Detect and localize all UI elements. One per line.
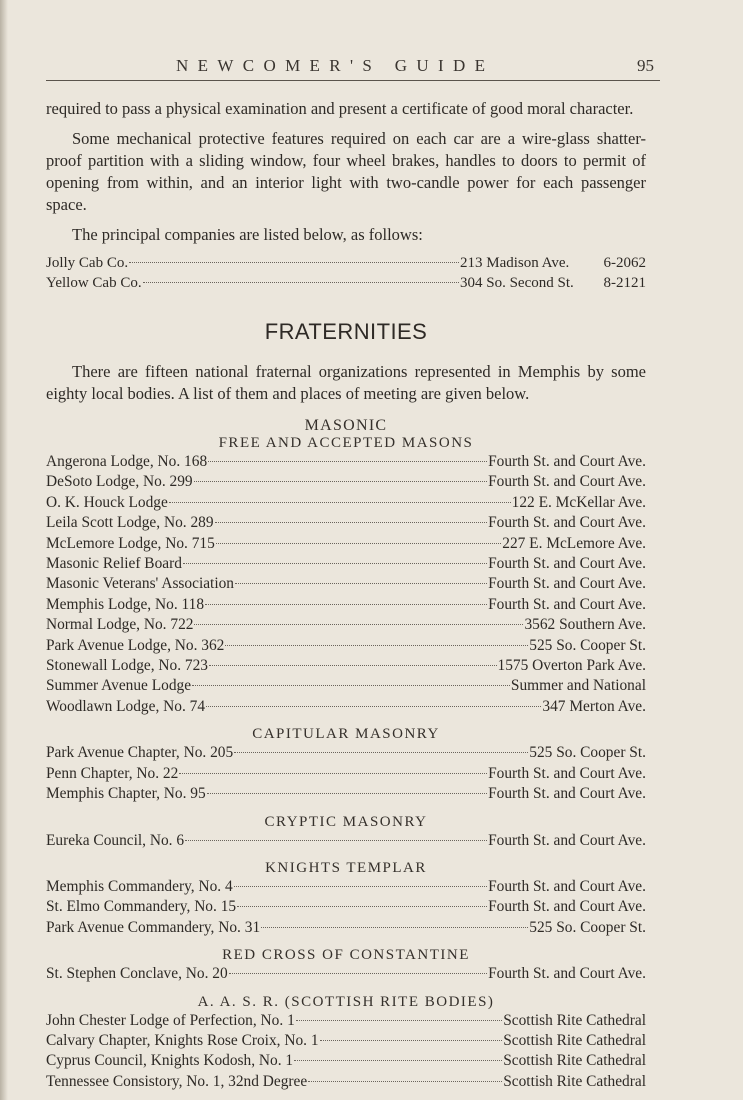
dot-leader: [320, 1040, 503, 1041]
paragraph-continued: required to pass a physical examination and present a certificate of good moral character.: [46, 99, 634, 118]
company-phone: 6-2062: [603, 255, 646, 271]
list-item: [46, 918, 646, 938]
lodge-name: Calvary Chapter, Knights Rose Croix, No. 1: [46, 1031, 319, 1049]
taxi-company-list: [46, 253, 646, 293]
company-address: 304 So. Second St.: [460, 275, 574, 291]
lodge-name: Leila Scott Lodge, No. 289: [46, 514, 214, 532]
masonic-heading: MASONIC: [304, 417, 388, 434]
lodge-name: Stonewall Lodge, No. 723: [46, 657, 209, 675]
fraternities-intro: There are fifteen national fraternal organizations represented in Memphis by some eighty local bodies. A list of them and places of meeting are given below.: [46, 362, 646, 403]
list-item: [46, 574, 646, 594]
meeting-place: Fourth St. and Court Ave.: [488, 965, 646, 983]
meeting-place: Fourth St. and Court Ave.: [488, 575, 646, 593]
list-item: [46, 273, 646, 293]
lodge-name: St. Stephen Conclave, No. 20: [46, 965, 228, 983]
group-heading: FREE AND ACCEPTED MASONS: [218, 435, 474, 451]
group-heading: A. A. S. R. (SCOTTISH RITE BODIES): [197, 993, 495, 1010]
page-content: [46, 98, 646, 1092]
meeting-place: Scottish Rite Cathedral: [503, 1011, 646, 1029]
dot-leader: [296, 1020, 502, 1021]
lodge-name: Memphis Commandery, No. 4: [46, 877, 233, 895]
meeting-place: 525 So. Cooper St.: [529, 744, 646, 762]
list-item: [46, 831, 646, 851]
list-item: [46, 636, 646, 656]
company-address: 213 Madison Ave.: [460, 255, 570, 271]
dot-leader: [261, 927, 528, 928]
list-item: [46, 743, 646, 763]
list-item: [46, 595, 646, 615]
list-item: [46, 452, 646, 472]
lodge-name: Eureka Council, No. 6: [46, 831, 185, 849]
group-heading: CAPITULAR MASONRY: [252, 726, 440, 743]
dot-leader: [229, 973, 487, 974]
lodge-name: Park Avenue Chapter, No. 205: [46, 744, 234, 762]
list-item: [46, 697, 646, 717]
dot-leader: [235, 583, 487, 584]
list-item: [46, 897, 646, 917]
list-item: [46, 534, 646, 554]
meeting-place: 3562 Southern Ave.: [524, 616, 646, 634]
list-item: [46, 1011, 646, 1031]
meeting-place: 227 E. McLemore Ave.: [502, 534, 646, 552]
list-item: [46, 472, 646, 492]
meeting-place: Scottish Rite Cathedral: [503, 1031, 646, 1049]
group-heading: RED CROSS OF CONSTANTINE: [222, 947, 470, 964]
meeting-place: 122 E. McKellar Ave.: [511, 493, 646, 511]
lodge-name: Tennessee Consistory, No. 1, 32nd Degree: [46, 1072, 308, 1090]
meeting-place: Fourth St. and Court Ave.: [488, 555, 646, 573]
dot-leader: [169, 502, 511, 503]
dot-leader: [216, 543, 501, 544]
meeting-place: Fourth St. and Court Ave.: [488, 764, 646, 782]
meeting-place: Fourth St. and Court Ave.: [488, 877, 646, 895]
dot-leader: [194, 481, 487, 482]
lodge-name: O. K. Houck Lodge: [46, 493, 168, 511]
group-heading: CRYPTIC MASONRY: [264, 813, 428, 830]
list-item: [46, 615, 646, 635]
dot-leader: [234, 752, 528, 753]
dot-leader: [183, 563, 487, 564]
list-item: [46, 1072, 646, 1092]
lodge-name: Park Avenue Commandery, No. 31: [46, 918, 261, 936]
dot-leader: [194, 624, 523, 625]
dot-leader: [208, 461, 487, 462]
page-number: 95: [637, 56, 654, 75]
meeting-place: Summer and National: [510, 677, 646, 695]
running-title: NEWCOMER'S GUIDE: [176, 56, 495, 75]
lodge-name: Memphis Chapter, No. 95: [46, 785, 206, 803]
list-item: [46, 1031, 646, 1051]
meeting-place: Fourth St. and Court Ave.: [488, 514, 646, 532]
list-item: [46, 877, 646, 897]
company-phone: 8-2121: [603, 275, 646, 291]
dot-leader: [237, 906, 487, 907]
company-name: Jolly Cab Co.: [46, 255, 129, 271]
dot-leader: [294, 1060, 502, 1061]
dot-leader: [207, 793, 487, 794]
lodge-name: St. Elmo Commandery, No. 15: [46, 898, 237, 916]
section-title: FRATERNITIES: [264, 319, 428, 344]
list-item: [46, 513, 646, 533]
lodge-name: Cyprus Council, Knights Kodosh, No. 1: [46, 1052, 294, 1070]
lodge-name: Park Avenue Lodge, No. 362: [46, 636, 225, 654]
meeting-place: Fourth St. and Court Ave.: [488, 453, 646, 470]
dot-leader: [179, 773, 487, 774]
meeting-place: Scottish Rite Cathedral: [503, 1072, 646, 1090]
running-header: [46, 56, 660, 80]
lodge-name: DeSoto Lodge, No. 299: [46, 473, 193, 491]
lodge-name: Masonic Veterans' Association: [46, 575, 235, 593]
meeting-place: 525 So. Cooper St.: [529, 636, 646, 654]
dot-leader: [192, 685, 510, 686]
page-edge-shadow: [0, 0, 8, 1100]
meeting-place: 347 Merton Ave.: [542, 697, 646, 715]
dot-leader: [185, 840, 487, 841]
meeting-place: Fourth St. and Court Ave.: [488, 785, 646, 803]
meeting-place: Scottish Rite Cathedral: [503, 1052, 646, 1070]
lodge-name: Summer Avenue Lodge: [46, 677, 192, 695]
dot-leader: [225, 645, 528, 646]
dot-leader: [206, 706, 541, 707]
meeting-place: Fourth St. and Court Ave.: [488, 473, 646, 491]
lodge-name: Normal Lodge, No. 722: [46, 616, 194, 634]
lodge-directory: [46, 435, 646, 1092]
list-item: [46, 964, 646, 984]
header-rule: [46, 80, 660, 81]
list-item: [46, 764, 646, 784]
meeting-place: 525 So. Cooper St.: [529, 918, 646, 936]
list-item: [46, 1051, 646, 1071]
lodge-name: Angerona Lodge, No. 168: [46, 453, 208, 470]
list-item: [46, 656, 646, 676]
list-item: [46, 493, 646, 513]
lodge-name: Memphis Lodge, No. 118: [46, 595, 205, 613]
dot-leader: [143, 282, 459, 283]
meeting-place: Fourth St. and Court Ave.: [488, 595, 646, 613]
lodge-name: Penn Chapter, No. 22: [46, 764, 179, 782]
paragraph-safety-features: Some mechanical protective features required on each car are a wire-glass shatter-proof partition with a sliding window, four wheel brakes, handles to doors to permit of opening from within, and an interior light with two-candle power for each passenger space.: [46, 129, 646, 214]
dot-leader: [209, 665, 497, 666]
lodge-name: McLemore Lodge, No. 715: [46, 534, 215, 552]
group-heading: KNIGHTS TEMPLAR: [265, 859, 427, 876]
list-item: [46, 784, 646, 804]
dot-leader: [205, 604, 487, 605]
dot-leader: [308, 1081, 502, 1082]
list-item: [46, 253, 646, 273]
meeting-place: Fourth St. and Court Ave.: [488, 898, 646, 916]
lodge-name: Woodlawn Lodge, No. 74: [46, 697, 206, 715]
list-item: [46, 554, 646, 574]
meeting-place: 1575 Overton Park Ave.: [497, 657, 646, 675]
dot-leader: [215, 522, 488, 523]
list-item: [46, 676, 646, 696]
lodge-name: John Chester Lodge of Perfection, No. 1: [46, 1011, 295, 1029]
dot-leader: [129, 262, 459, 263]
company-name: Yellow Cab Co.: [46, 275, 142, 291]
lodge-name: Masonic Relief Board: [46, 555, 182, 573]
dot-leader: [234, 886, 487, 887]
meeting-place: Fourth St. and Court Ave.: [488, 831, 646, 849]
paragraph-companies-intro: The principal companies are listed below, as follows:: [72, 225, 423, 244]
